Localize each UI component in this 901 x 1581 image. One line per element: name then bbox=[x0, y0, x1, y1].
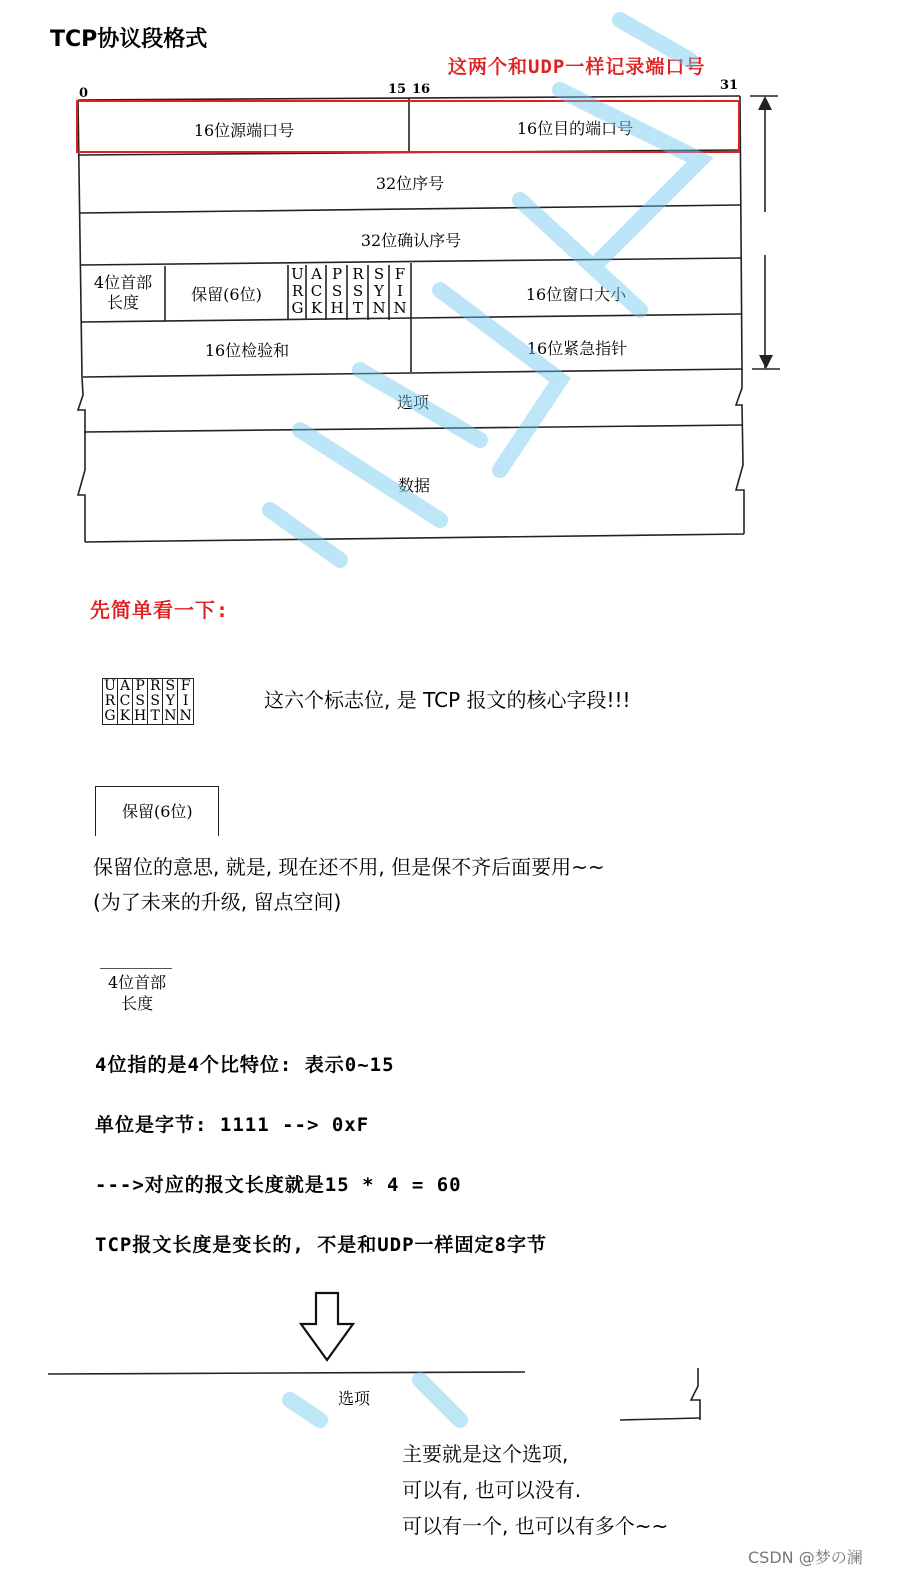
options-description-1: 主要就是这个选项, bbox=[402, 1442, 569, 1466]
len-note-4: TCP报文长度是变长的, 不是和UDP一样固定8字节 bbox=[95, 1234, 547, 1256]
options-cell: 选项 bbox=[396, 392, 429, 412]
header-length-mini bbox=[108, 972, 166, 1014]
reserved-mini-box bbox=[95, 786, 219, 836]
header-length-mini-line-2: 长度 bbox=[121, 994, 154, 1013]
sequence-number-cell: 32位序号 bbox=[375, 173, 445, 193]
checksum-cell: 16位检验和 bbox=[204, 340, 290, 360]
bit-label-0: 0 bbox=[79, 86, 89, 101]
bit-label-15: 15 bbox=[388, 82, 407, 97]
intro-heading: 先简单看一下: bbox=[90, 598, 230, 622]
mini-flag-urg: U R G bbox=[104, 678, 116, 724]
flags-mini-table bbox=[102, 678, 194, 725]
flags-description: 这六个标志位, 是 TCP 报文的核心字段!!! bbox=[264, 688, 631, 712]
flag-psh: P S H bbox=[330, 265, 344, 317]
csdn-credit: CSDN @梦の澜 bbox=[748, 1548, 863, 1567]
destination-port-cell: 16位目的端口号 bbox=[516, 118, 634, 138]
data-cell: 数据 bbox=[397, 475, 430, 495]
udp-port-note: 这两个和UDP一样记录端口号 bbox=[448, 56, 706, 78]
ack-number-cell: 32位确认序号 bbox=[360, 230, 462, 250]
options-description-2: 可以有, 也可以没有. bbox=[402, 1478, 582, 1502]
len-note-3: --->对应的报文长度就是15 * 4 = 60 bbox=[95, 1174, 462, 1196]
flag-fin: F I N bbox=[393, 265, 407, 317]
reserved-description-2: (为了未来的升级, 留点空间) bbox=[93, 890, 342, 914]
mini-flag-fin: F I N bbox=[179, 678, 192, 724]
header-length-mini-rule bbox=[100, 968, 172, 969]
source-port-cell: 16位源端口号 bbox=[193, 120, 295, 140]
mini-flag-psh: P S H bbox=[134, 678, 147, 724]
options-mini-label: 选项 bbox=[338, 1389, 371, 1408]
flag-syn: S Y N bbox=[372, 265, 386, 317]
header-length-line-2: 长度 bbox=[106, 293, 139, 312]
mini-flag-syn: S Y N bbox=[164, 678, 177, 724]
flag-rst: R S T bbox=[352, 265, 364, 317]
header-length-mini-line-1: 4位首部 bbox=[108, 973, 167, 992]
mini-flag-rst: R S T bbox=[148, 679, 163, 725]
window-size-cell: 16位窗口大小 bbox=[525, 284, 627, 304]
bit-label-31: 31 bbox=[720, 78, 739, 93]
header-length-line-1: 4位首部 bbox=[93, 273, 153, 292]
reserved-description-1: 保留位的意思, 就是, 现在还不用, 但是保不齐后面要用~~ bbox=[93, 855, 605, 879]
reserved-cell: 保留(6位) bbox=[191, 284, 262, 304]
header-length-cell bbox=[82, 268, 164, 318]
page-title: TCP协议段格式 bbox=[50, 27, 208, 52]
down-arrow-icon bbox=[298, 1290, 358, 1364]
urgent-pointer-cell: 16位紧急指针 bbox=[526, 338, 628, 358]
len-note-1: 4位指的是4个比特位: 表示0~15 bbox=[95, 1054, 395, 1076]
len-note-2: 单位是字节: 1111 --> 0xF bbox=[95, 1114, 370, 1136]
options-mini-diagram bbox=[40, 1360, 720, 1430]
reserved-mini-label: 保留(6位) bbox=[122, 802, 193, 821]
flag-ack: A C K bbox=[310, 265, 323, 317]
mini-flag-ack: A C K bbox=[118, 679, 133, 725]
bit-label-16: 16 bbox=[412, 82, 431, 97]
flag-urg: U R G bbox=[291, 265, 304, 317]
options-description-3: 可以有一个, 也可以有多个~~ bbox=[402, 1514, 669, 1538]
